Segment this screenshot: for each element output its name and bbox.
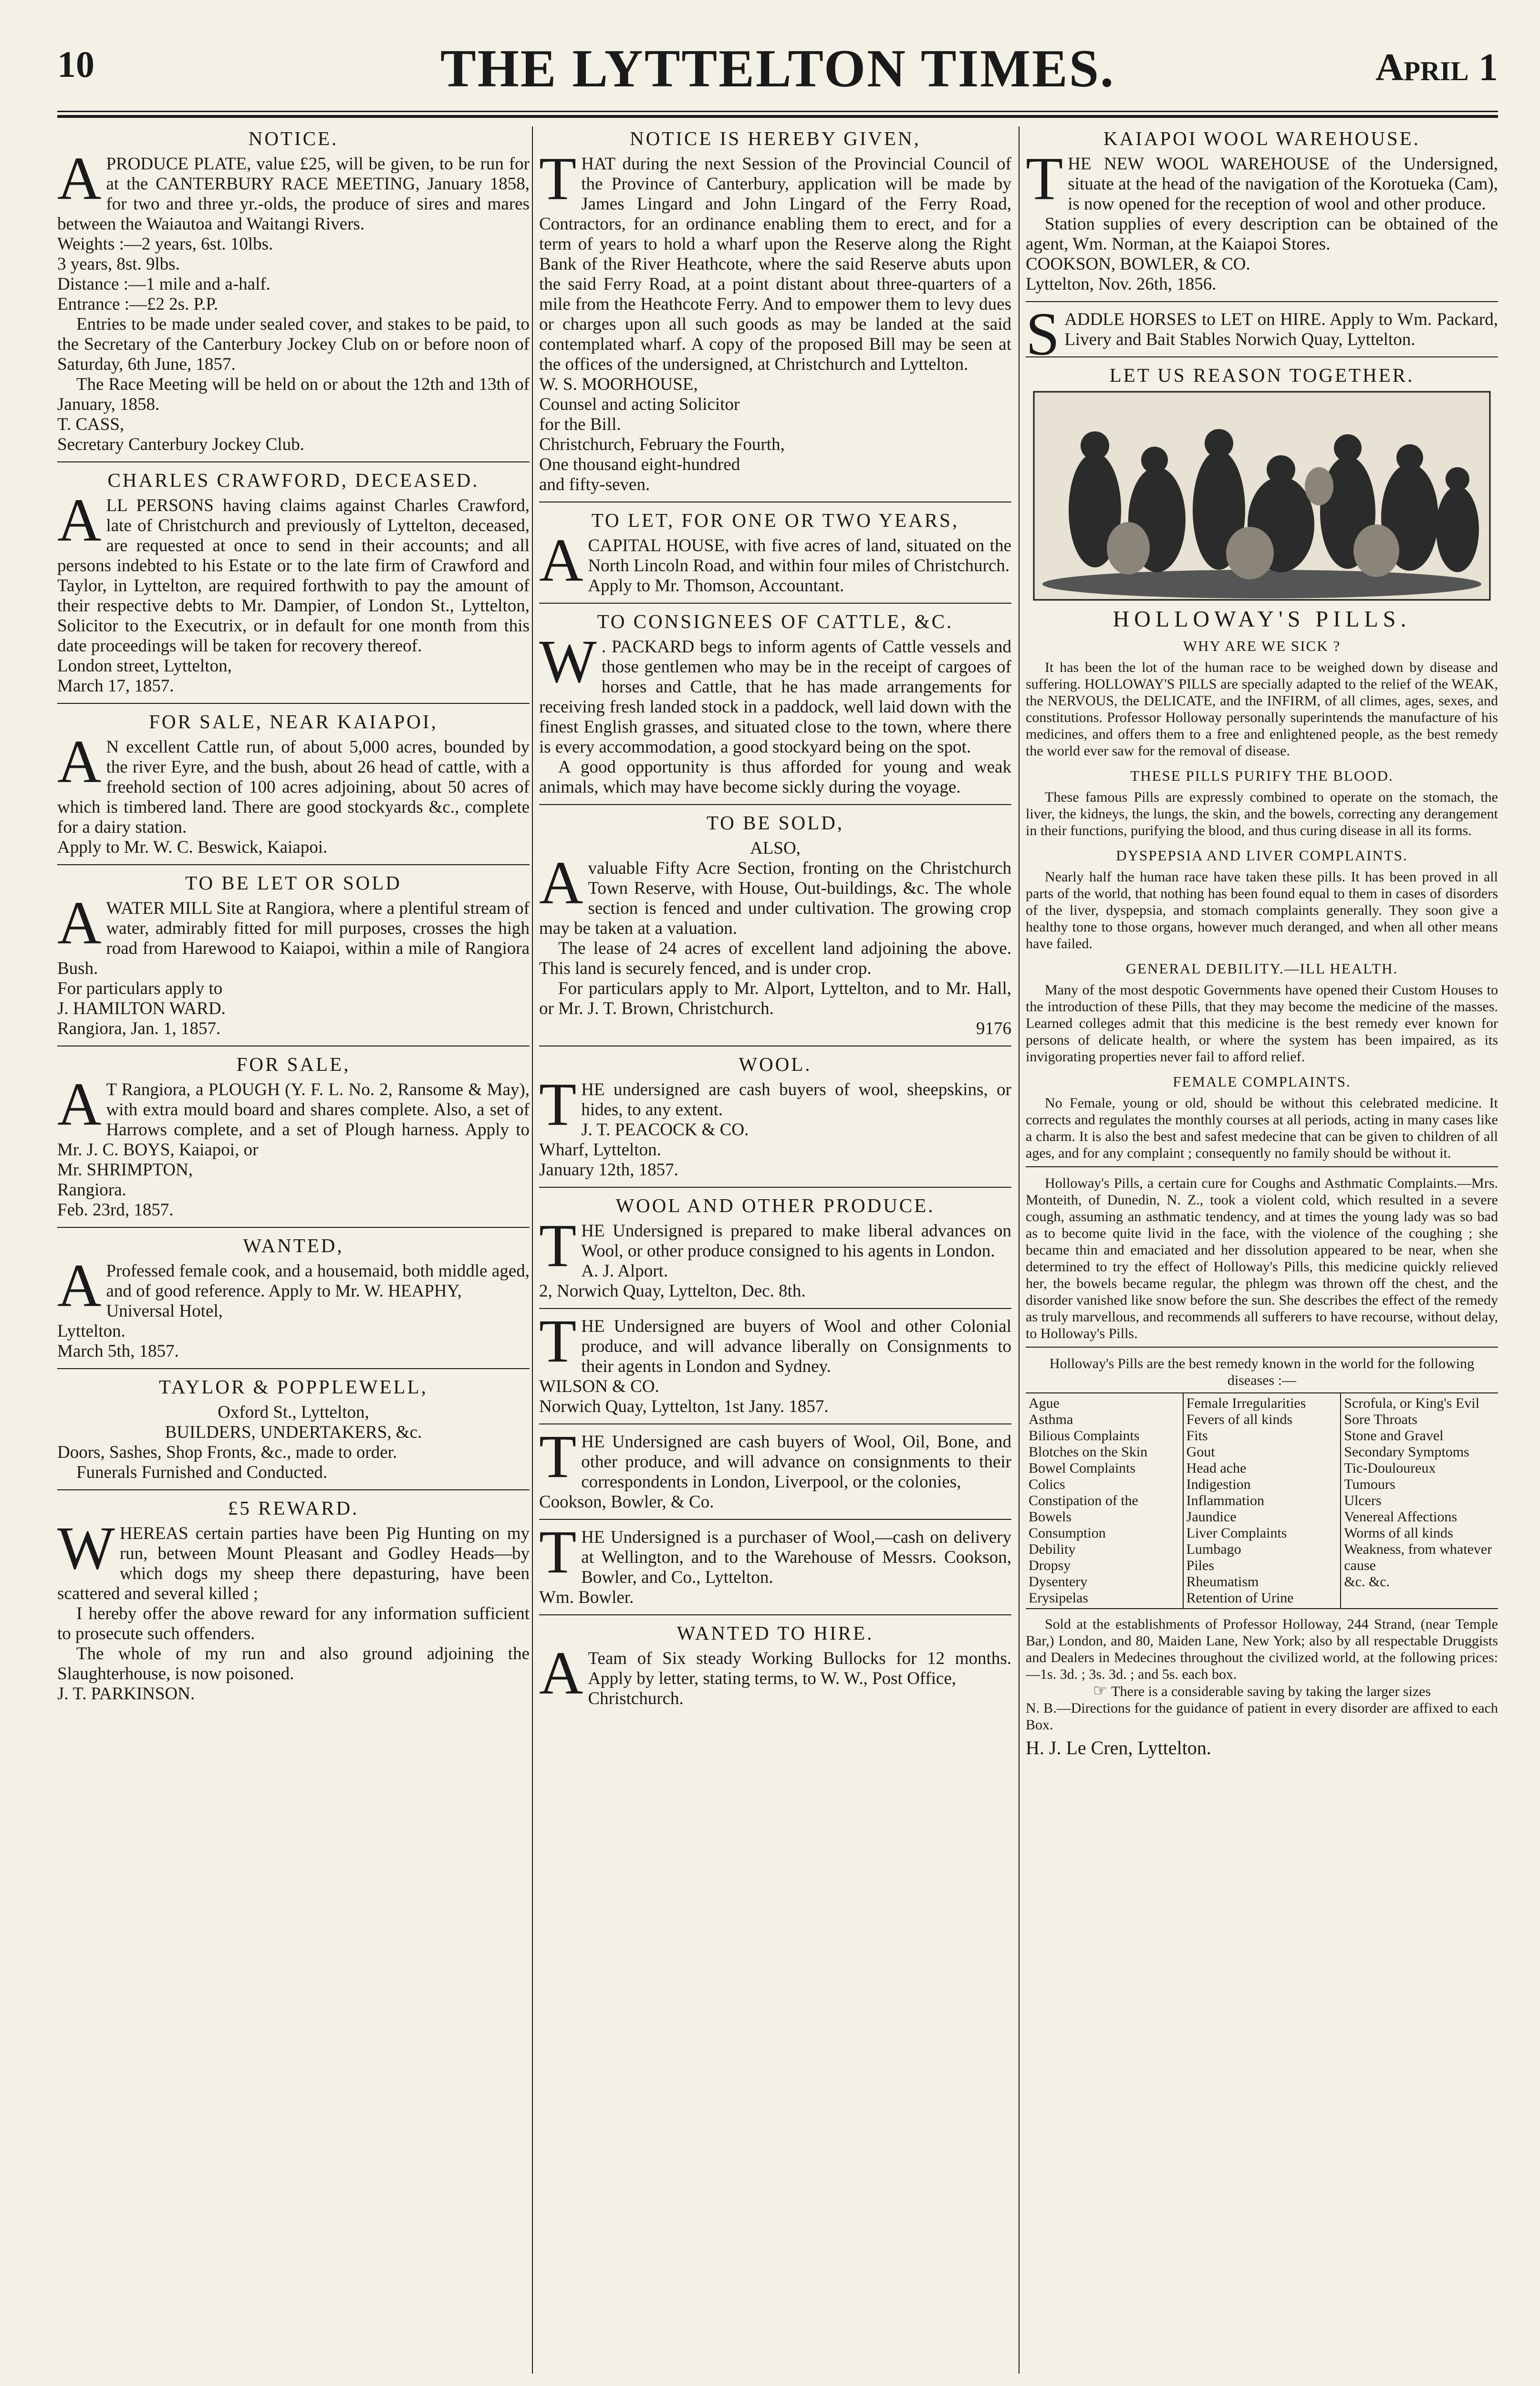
drop-cap: T: [539, 1307, 577, 1375]
column-divider: [1019, 126, 1020, 2374]
testimonial-text: Holloway's Pills, a certain cure for Coughs and Asthmatic Complaints.—Mrs. Monteith, of Dunedin, N. Z., took a violent cold, which resulted in a severe cough, assuming an asthmatic tendency, and at times the young lady was so bad as to become quite livid in the face, with the violence of the coughing ; she became thin and emaciated and her dissolution appeared to be near, when she determined to try the effect of Holloway's Pills, this medicine quickly relieved her, the bowels became regular, the phlegm was thrown off the chest, and the disorder vanished like snow before the sun. She describes the effect of the remedy as truly marvellous, and recommends all sufferers to have recourse, without delay, to Holloway's Pills.: [1026, 1175, 1498, 1341]
diseases-table: [1026, 1392, 1498, 1609]
advert-block: [539, 1518, 1011, 1608]
advert-title: TO BE SOLD,: [706, 812, 844, 834]
drop-cap: T: [1026, 145, 1063, 212]
advert-title: FOR SALE,: [236, 1053, 351, 1075]
advert-signature: Mr. SHRIMPTON,: [57, 1160, 193, 1180]
advert-block: [57, 1377, 530, 1483]
masthead-rule-thick: [57, 115, 1498, 118]
advert-text: Station supplies of every description can be obtained of the agent, Wm. Norman, at the Kaiapoi Stores.: [1026, 214, 1498, 254]
advert-signature: for the Bill.: [539, 415, 621, 434]
diseases-column: [1026, 1393, 1184, 1608]
advert-text: CAPITAL HOUSE, with five acres of land, situated on the North Lincoln Road, and within four miles of Christchurch.: [588, 536, 1011, 576]
advert-signature: Universal Hotel,: [106, 1301, 223, 1321]
pointing-hand-icon: ☞: [1093, 1682, 1108, 1700]
advert-text: HE Undersigned is a purchaser of Wool,—cash on delivery at Wellington, and to the Warehouse of Messrs. Cookson, Bowler, and Co., Lyttelton.: [581, 1528, 1011, 1587]
disease-item: Ague: [1029, 1395, 1060, 1411]
advert-block: [539, 1307, 1011, 1417]
advert-title: WANTED,: [243, 1235, 344, 1256]
advert-title: WOOL.: [739, 1053, 812, 1075]
advert-footer: Apply to Mr. W. C. Beswick, Kaiapoi.: [57, 837, 328, 857]
section-text: No Female, young or old, should be without this celebrated medicine. It corrects and regulates the monthly courses at all periods, acting in many cases like a charm. It is also the best and safest medecine that can be given to children of all ages, and for any complaint ; consequently no family should be without it.: [1026, 1095, 1498, 1161]
advert-paragraph: [57, 1514, 530, 1604]
advert-title: TO LET, FOR ONE OR TWO YEARS,: [591, 509, 959, 531]
drop-cap: A: [57, 145, 102, 212]
advert-text: HE undersigned are cash buyers of wool, sheepskins, or hides, to any extent.: [581, 1080, 1011, 1120]
drop-cap: A: [57, 889, 102, 957]
section-heading: THESE PILLS PURIFY THE BLOOD.: [1130, 767, 1394, 784]
advert-title: £5 REWARD.: [228, 1497, 359, 1519]
advert-line: 3 years, 8st. 9lbs.: [57, 254, 180, 274]
section-heading: DYSPEPSIA AND LIVER COMPLAINTS.: [1116, 847, 1408, 864]
disease-item: Asthma: [1029, 1412, 1073, 1427]
advert-block: [539, 1195, 1011, 1301]
disease-item: Tumours: [1344, 1476, 1395, 1492]
drop-cap: T: [539, 1518, 577, 1586]
advert-signature: Rangiora.: [57, 1180, 126, 1200]
saving-note: There is a considerable saving by taking the larger sizes: [1111, 1684, 1431, 1699]
advert-text: HAT during the next Session of the Provincial Council of the Province of Canterbury, application will be made by James Lingard and John Lingard of the Ferry Road, Contractors, for an ordinance enabling them to erect, and for a term of years to hold a wharf upon the Reserve along the Right Bank of the River Heathcote, where the said Reserve abuts upon the said Ferry Road, at a point distant about three-quarters of a mile from the Heathcote Ferry. And to empower them to levy dues or charges upon all such goods as may be landed at the said contemplated wharf. A copy of the proposed Bill may be seen at the offices of the undersigned, at Christchurch and Lyttelton.: [539, 154, 1011, 374]
drop-cap: W: [57, 1514, 115, 1582]
disease-item: Jaundice: [1186, 1509, 1237, 1525]
advert-text: HE Undersigned are buyers of Wool and other Colonial produce, and will advance liberally on Consignments to their agents in London and Sydney.: [581, 1317, 1011, 1376]
drop-cap: T: [539, 1070, 577, 1138]
advert-paragraph: [539, 628, 1011, 757]
advert-block: [57, 873, 530, 1039]
advert-text: valuable Fifty Acre Section, fronting on the Christchurch Town Reserve, with House, Out-buildings, &c. The whole section is fenced and under cultivation. The growing crop may be taken at a valuation.: [539, 858, 1011, 938]
advert-block: [539, 128, 1011, 495]
advert-number: 9176: [976, 1019, 1011, 1038]
advert-line: Entrance :—£2 2s. P.P.: [57, 294, 219, 314]
advert-block: [57, 1235, 530, 1361]
advert-signature: Counsel and acting Solicitor: [539, 395, 740, 414]
advert-text: PRODUCE PLATE, value £25, will be given, to be run for at the CANTERBURY RACE MEETING, January 1858, for two and three yr.-olds, the produce of sires and mares between the Waiautoa and Waitangi Rivers.: [57, 154, 530, 234]
advert-signature: W. S. MOORHOUSE,: [539, 375, 698, 394]
column-divider: [532, 126, 533, 2374]
advert-kaiapoi: [1026, 128, 1498, 294]
advert-text: HE Undersigned are cash buyers of Wool, Oil, Bone, and other produce, and will advance on consignments to their correspondents in London, Liverpool, or the colonies,: [581, 1432, 1011, 1492]
disease-item: Ulcers: [1344, 1493, 1382, 1508]
disease-item: Bowel Complaints: [1029, 1460, 1136, 1476]
drop-cap: A: [539, 526, 583, 594]
advert-signature: J. T. PARKINSON.: [57, 1684, 195, 1704]
column-1: [57, 126, 530, 2378]
disease-item: Weakness, from whatever cause: [1344, 1541, 1492, 1573]
advert-signature: Secretary Canterbury Jockey Club.: [57, 435, 304, 454]
advert-paragraph: [57, 889, 530, 979]
disease-item: Debility: [1029, 1541, 1076, 1557]
disease-item: Bilious Complaints: [1029, 1428, 1140, 1444]
advert-paragraph: [539, 849, 1011, 939]
advert-footer: Norwich Quay, Lyttelton, 1st Jany. 1857.: [539, 1397, 829, 1416]
drop-cap: A: [539, 849, 583, 917]
drop-cap: W: [539, 628, 597, 695]
advert-paragraph: For particulars apply to Mr. Alport, Lyttelton, and to Mr. Hall, or Mr. J. T. Brown, Christchurch.: [539, 979, 1011, 1018]
advert-signature: Christchurch.: [588, 1689, 684, 1708]
nb-note: N. B.—Directions for the guidance of patient in every disorder are affixed to each Box.: [1026, 1700, 1498, 1733]
advert-title: TAYLOR & POPPLEWELL,: [159, 1376, 428, 1398]
advert-text: WATER MILL Site at Rangiora, where a plentiful stream of water, admirably fitted for mill purposes, crosses the high road from Harewood to Kaiapoi, within a mile of Rangiora Bush.: [57, 899, 530, 978]
disease-item: Sore Throats: [1344, 1412, 1417, 1427]
section-heading: GENERAL DEBILITY.—ILL HEALTH.: [1125, 960, 1398, 977]
advert-signature: WILSON & CO.: [539, 1377, 659, 1396]
holloway-sections: [1026, 636, 1498, 1162]
disease-item: Inflammation: [1186, 1493, 1264, 1508]
disease-item: &c. &c.: [1344, 1574, 1390, 1590]
disease-item: Gout: [1186, 1444, 1215, 1460]
advert-text: . PACKARD begs to inform agents of Cattle vessels and those gentlemen who may be in the receipt of cargoes of horses and Cattle, that he has made arrangements for receiving fresh landed stock in a paddock, well laid down with the finest English grasses, and situated close to the town, where there is every accommodation, a good stockyard being on the spot.: [539, 637, 1011, 757]
advert-holloway: [1026, 365, 1498, 1758]
drop-cap: A: [57, 728, 102, 795]
drop-cap: A: [57, 1252, 102, 1319]
advert-block: [57, 470, 530, 696]
advert-signature: J. HAMILTON WARD.: [57, 999, 226, 1018]
advert-line: Oxford St., Lyttelton,: [218, 1402, 369, 1422]
advert-footer: and fifty-seven.: [539, 475, 650, 494]
advert-signature: Wm. Bowler.: [539, 1588, 634, 1607]
diseases-column: [1341, 1393, 1498, 1608]
disease-item: Dropsy: [1029, 1558, 1071, 1573]
advert-footer: March 5th, 1857.: [57, 1341, 179, 1361]
advert-paragraph: A good opportunity is thus afforded for young and weak animals, which may have become sickly during the voyage.: [539, 757, 1011, 797]
engraving-illustration: [1033, 391, 1491, 601]
masthead-rule: [57, 111, 1498, 112]
drop-cap: T: [539, 1212, 577, 1279]
advert-title: TO BE LET OR SOLD: [185, 872, 402, 894]
drop-cap: A: [539, 1639, 583, 1707]
advert-paragraph: The lease of 24 acres of excellent land adjoining the above. This land is securely fenced, and is under crop.: [539, 939, 1011, 978]
advert-title: WOOL AND OTHER PRODUCE.: [615, 1194, 935, 1216]
advert-paragraph: Funerals Furnished and Conducted.: [76, 1463, 328, 1482]
disease-item: Dysentery: [1029, 1574, 1088, 1590]
advert-signature: T. CASS,: [57, 415, 125, 434]
advert-paragraph: [539, 145, 1011, 375]
masthead: [57, 29, 1498, 110]
advert-text: HE NEW WOOL WAREHOUSE of the Undersigned, situate at the head of the navigation of the Korotueka (Cam), is now opened for the reception of wool and other produce.: [1068, 154, 1498, 214]
section-heading: FEMALE COMPLAINTS.: [1173, 1073, 1351, 1090]
advert-block: [539, 611, 1011, 797]
advert-paragraph: Doors, Sashes, Shop Fronts, &c., made to order.: [57, 1443, 397, 1462]
disease-item: Fevers of all kinds: [1186, 1412, 1293, 1427]
section-text: These famous Pills are expressly combined to operate on the stomach, the liver, the kidneys, the lungs, the skin, and the bowels, correcting any derangement in their functions, purifying the blood, and thus curing disease in all its forms.: [1026, 789, 1498, 838]
advert-signature: A. J. Alport.: [581, 1261, 668, 1281]
advert-title: NOTICE.: [248, 127, 339, 149]
disease-item: Erysipelas: [1029, 1590, 1088, 1606]
disease-item: Venereal Affections: [1344, 1509, 1457, 1525]
advert-text: ADDLE HORSES to LET on HIRE. Apply to Wm. Packard, Livery and Bait Stables Norwich Quay, Lyttelton.: [1064, 310, 1498, 349]
advert-title: KAIAPOI WOOL WAREHOUSE.: [1103, 127, 1421, 149]
advert-footer: Apply to Mr. Thomson, Accountant.: [588, 576, 844, 596]
sold-at-text: Sold at the establishments of Professor Holloway, 244 Strand, (near Temple Bar,) London, and 80, Maiden Lane, New York; also by all respectable Druggists and Dealers in Medecines throughout the civilized world, at the following prices:—1s. 3d. ; 3s. 3d. ; and 5s. each box.: [1026, 1616, 1498, 1682]
advert-title: WANTED TO HIRE.: [676, 1622, 874, 1644]
disease-item: Colics: [1029, 1476, 1065, 1492]
advert-block: [57, 1054, 530, 1220]
disease-item: Tic-Douloureux: [1344, 1460, 1436, 1476]
advert-paragraph: I hereby offer the above reward for any information sufficient to prosecute such offenders.: [57, 1604, 530, 1643]
advert-paragraph: [57, 1070, 530, 1160]
advert-text: Team of Six steady Working Bullocks for 12 months. Apply by letter, stating terms, to W. W., Post Office,: [588, 1649, 1011, 1688]
advert-title: FOR SALE, NEAR KAIAPOI,: [149, 711, 438, 733]
advert-text: T Rangiora, a PLOUGH (Y. F. L. No. 2, Ransome & May), with extra mould board and shares complete. Also, a set of Harrows complete, and a set of Plough harness. Apply to Mr. J. C. BOYS, Kaiapoi, or: [57, 1080, 530, 1160]
advert-block: [539, 1623, 1011, 1709]
disease-item: Blotches on the Skin: [1029, 1444, 1148, 1460]
disease-item: Stone and Gravel: [1344, 1428, 1444, 1444]
advert-footer: Rangiora, Jan. 1, 1857.: [57, 1019, 221, 1038]
advert-signature: Cookson, Bowler, & Co.: [539, 1492, 714, 1512]
column-2: [539, 126, 1011, 2378]
advert-block: [57, 712, 530, 858]
advert-paragraph: [57, 486, 530, 656]
drop-cap: T: [539, 1423, 577, 1490]
disease-item: Retention of Urine: [1186, 1590, 1294, 1606]
disease-item: Secondary Symptoms: [1344, 1444, 1469, 1460]
advert-text: HE Undersigned is prepared to make liberal advances on Wool, or other produce consigned to his agents in London.: [581, 1221, 1011, 1261]
advert-line: Weights :—2 years, 6st. 10lbs.: [57, 234, 273, 254]
advert-text: Professed female cook, and a housemaid, both middle aged, and of good reference. Apply to Mr. W. HEAPHY,: [106, 1261, 530, 1301]
drop-cap: A: [57, 486, 102, 554]
advert-text: N excellent Cattle run, of about 5,000 acres, bounded by the river Eyre, and the bush, about 26 head of cattle, with a freehold section of 100 acres adjoining, about 50 acres of which is timbered land. There are good stockyards &c., complete for a dairy station.: [57, 737, 530, 837]
section-text: It has been the lot of the human race to be weighed down by disease and suffering. HOLLOWAY'S PILLS are specially adapted to the relief of the WEAK, the NERVOUS, the DELICATE, and the INFIRM, of all climes, ages, sexes, and constitutions. Professor Holloway personally superintends the manufacture of his medicines, and offers them to a free and enlightened people, as the best remedy the world ever saw for the removal of disease.: [1026, 659, 1498, 759]
product-name: HOLLOWAY'S PILLS.: [1113, 607, 1411, 632]
disease-item: Indigestion: [1186, 1476, 1251, 1492]
advert-line: For particulars apply to: [57, 979, 223, 998]
advert-block: [539, 1423, 1011, 1512]
advert-title: CHARLES CRAWFORD, DECEASED.: [107, 469, 479, 491]
disease-item: Female Irregularities: [1186, 1395, 1306, 1411]
disease-item: Piles: [1186, 1558, 1215, 1573]
newspaper-title: THE LYTTELTON TIMES.: [440, 39, 1115, 98]
advert-paragraph: [539, 1423, 1011, 1492]
advert-text: HEREAS certain parties have been Pig Hunting on my run, between Mount Pleasant and Godley Heads—by which dogs my sheep there depasturing, have been scattered and several killed ;: [57, 1524, 530, 1603]
advert-block: [539, 813, 1011, 1039]
advert-paragraph: The whole of my run and also ground adjoining the Slaughterhouse, is now poisoned.: [57, 1644, 530, 1684]
advert-paragraph: [539, 1518, 1011, 1588]
advert-block: [57, 128, 530, 455]
drop-cap: T: [539, 145, 577, 212]
disease-item: Constipation of the Bowels: [1029, 1493, 1138, 1525]
advert-block: [539, 1054, 1011, 1180]
advert-footer: Christchurch, February the Fourth,: [539, 435, 785, 454]
advert-block: [57, 1498, 530, 1704]
advert-footer: London street, Lyttelton,: [57, 656, 232, 676]
disease-item: Liver Complaints: [1186, 1525, 1287, 1541]
advert-paragraph: The Race Meeting will be held on or about the 12th and 13th of January, 1858.: [57, 375, 530, 414]
column-3: [1026, 126, 1498, 2378]
disease-item: Consumption: [1029, 1525, 1106, 1541]
advert-block: [539, 510, 1011, 596]
advert-paragraph: [539, 1307, 1011, 1377]
advert-text: LL PERSONS having claims against Charles Crawford, late of Christchurch and previously of Lyttelton, deceased, are requested at once to send in their accounts; and all persons indebted to his Estate or to the late firm of Crawford and Taylor, in Lyttelton, are required forthwith to pay the amount of their respective debts to Mr. Dampier, of London St., Lyttelton, Solicitor to the Executrix, or in default for one month from this date proceedings will be taken for recovery thereof.: [57, 496, 530, 656]
advert-footer: One thousand eight-hundred: [539, 455, 740, 474]
agent-name: H. J. Le Cren, Lyttelton.: [1026, 1737, 1211, 1758]
diseases-intro: Holloway's Pills are the best remedy known in the world for the following diseases :—: [1049, 1356, 1475, 1388]
advert-signature: Lyttelton.: [57, 1321, 125, 1341]
advert-paragraph: Entries to be made under sealed cover, and stakes to be paid, to the Secretary of the Canterbury Jockey Club on or before noon of Saturday, 6th June, 1857.: [57, 314, 530, 374]
disease-item: Fits: [1186, 1428, 1208, 1444]
advert-signature: Wharf, Lyttelton.: [539, 1140, 661, 1160]
section-heading: WHY ARE WE SICK ?: [1183, 638, 1341, 654]
page-number: 10: [57, 43, 94, 85]
disease-item: Rheumatism: [1186, 1574, 1259, 1590]
disease-item: Worms of all kinds: [1344, 1525, 1453, 1541]
drop-cap: S: [1026, 300, 1060, 368]
advert-line: Distance :—1 mile and a-half.: [57, 274, 271, 294]
advert-title: LET US REASON TOGETHER.: [1109, 364, 1415, 386]
advert-footer: January 12th, 1857.: [539, 1160, 678, 1180]
disease-item: Head ache: [1186, 1460, 1247, 1476]
advert-footer: March 17, 1857.: [57, 676, 174, 696]
disease-item: Scrofula, or King's Evil: [1344, 1395, 1480, 1411]
advert-line: BUILDERS, UNDERTAKERS, &c.: [165, 1423, 422, 1442]
issue-date: April 1: [1375, 45, 1498, 89]
drop-cap: A: [57, 1070, 102, 1138]
advert-footer: 2, Norwich Quay, Lyttelton, Dec. 8th.: [539, 1281, 806, 1301]
advert-paragraph: [57, 145, 530, 234]
section-text: Nearly half the human race have taken these pills. It has been proved in all parts of the world, that nothing has been found equal to them in cases of disorders of the liver, dyspepsia, and stomach complaints generally. They soon give a healthy tone to those organs, however much deranged, and when all other means have failed.: [1026, 869, 1498, 952]
advert-title: TO CONSIGNEES OF CATTLE, &C.: [597, 610, 954, 632]
disease-item: Lumbago: [1186, 1541, 1241, 1557]
advert-saddle-horses: [1026, 300, 1498, 368]
advert-title: NOTICE IS HEREBY GIVEN,: [630, 127, 921, 149]
advert-signature: COOKSON, BOWLER, & CO.: [1026, 254, 1250, 274]
advert-footer: Feb. 23rd, 1857.: [57, 1200, 174, 1220]
advert-line: ALSO,: [750, 838, 801, 858]
advert-footer: Lyttelton, Nov. 26th, 1856.: [1026, 274, 1217, 294]
diseases-column: [1184, 1393, 1342, 1608]
section-text: Many of the most despotic Governments have opened their Custom Houses to the introduction of these Pills, that they may become the medicine of the masses. Learned colleges admit that this medicine is the best remedy ever known for persons of delicate health, or where the system has been impaired, as its invigorating properties never fail to afford relief.: [1026, 982, 1498, 1065]
advert-signature: J. T. PEACOCK & CO.: [581, 1120, 749, 1140]
advert-paragraph: [57, 728, 530, 837]
